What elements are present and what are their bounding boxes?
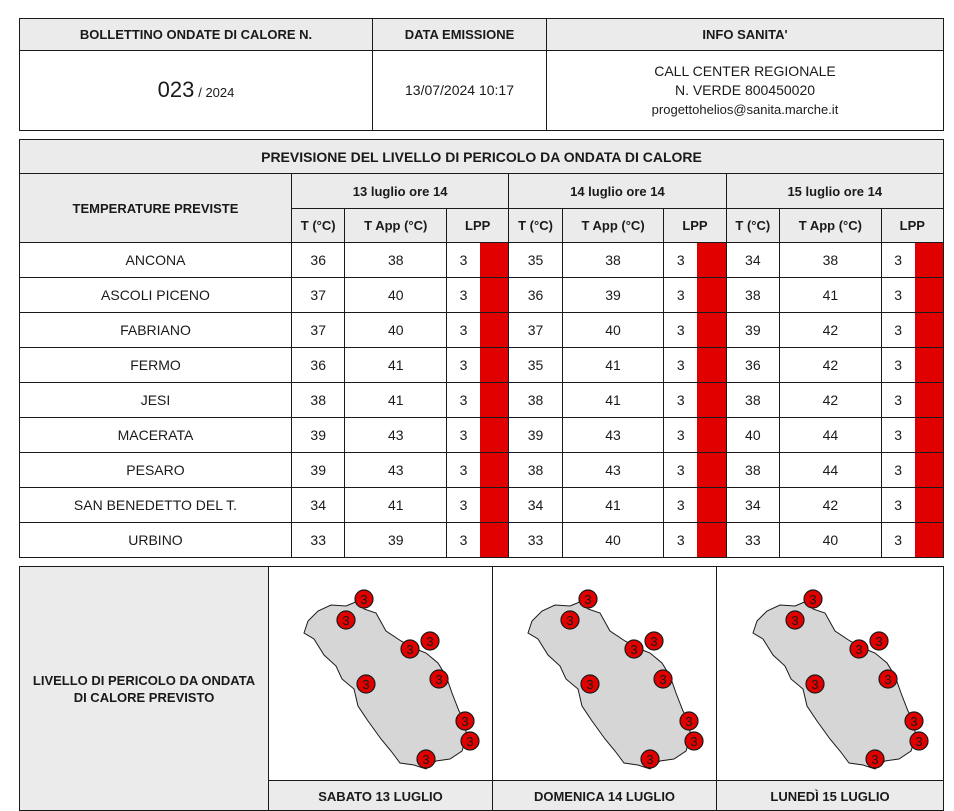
city-name: ANCONA bbox=[20, 243, 292, 278]
temperature-value: 34 bbox=[291, 488, 345, 523]
danger-marker-value: 3 bbox=[649, 633, 658, 649]
lpp-color-swatch bbox=[480, 348, 509, 383]
lpp-color-swatch bbox=[480, 453, 509, 488]
apparent-temperature-value: 42 bbox=[780, 383, 882, 418]
apparent-temperature-value: 40 bbox=[562, 313, 664, 348]
lpp-level-value: 3 bbox=[447, 418, 480, 453]
map-day-2 bbox=[493, 567, 717, 781]
temperature-value: 36 bbox=[726, 348, 780, 383]
table-row bbox=[20, 348, 944, 383]
danger-marker-icon bbox=[645, 632, 663, 650]
column-tapp-day-1: T App (°C) bbox=[345, 209, 447, 243]
forecast-body bbox=[20, 243, 944, 558]
lpp-color-swatch bbox=[915, 418, 944, 453]
danger-marker-value: 3 bbox=[565, 612, 574, 628]
column-lpp-day-1: LPP bbox=[447, 209, 509, 243]
danger-marker-icon bbox=[417, 750, 435, 768]
temperature-value: 33 bbox=[726, 523, 780, 558]
temperature-value: 38 bbox=[726, 453, 780, 488]
temperature-value: 39 bbox=[509, 418, 563, 453]
temperature-value: 34 bbox=[509, 488, 563, 523]
danger-marker-value: 3 bbox=[434, 671, 443, 687]
lpp-color-swatch bbox=[915, 453, 944, 488]
bulletin-header bbox=[19, 18, 944, 131]
danger-marker-value: 3 bbox=[359, 591, 368, 607]
danger-marker-icon bbox=[879, 670, 897, 688]
temperature-value: 39 bbox=[291, 453, 345, 488]
lpp-level-value: 3 bbox=[881, 243, 914, 278]
danger-marker-icon bbox=[866, 750, 884, 768]
danger-marker-value: 3 bbox=[875, 633, 883, 649]
forecast-table bbox=[19, 139, 944, 558]
danger-marker-icon bbox=[581, 675, 599, 693]
lpp-level-value: 3 bbox=[447, 278, 480, 313]
apparent-temperature-value: 41 bbox=[345, 488, 447, 523]
lpp-level-value: 3 bbox=[447, 453, 480, 488]
lpp-level-value: 3 bbox=[664, 418, 697, 453]
danger-level-maps bbox=[19, 566, 944, 811]
map-day-label-1: SABATO 13 LUGLIO bbox=[269, 780, 493, 810]
map-day-3 bbox=[717, 567, 944, 781]
day-header-1: 13 luglio ore 14 bbox=[291, 174, 508, 209]
danger-marker-icon bbox=[680, 712, 698, 730]
map-day-label-3: LUNEDÌ 15 LUGLIO bbox=[717, 780, 944, 810]
temperature-value: 37 bbox=[291, 278, 345, 313]
apparent-temperature-value: 40 bbox=[345, 313, 447, 348]
info-contacts bbox=[547, 51, 944, 131]
marche-region-map bbox=[725, 571, 935, 776]
temperature-value: 37 bbox=[291, 313, 345, 348]
temperature-value: 40 bbox=[726, 418, 780, 453]
info-label: INFO SANITA' bbox=[547, 19, 944, 51]
danger-marker-value: 3 bbox=[915, 733, 923, 749]
marche-region-map bbox=[500, 571, 710, 776]
table-row bbox=[20, 383, 944, 418]
danger-marker-icon bbox=[685, 732, 703, 750]
temperature-value: 39 bbox=[291, 418, 345, 453]
danger-marker-icon bbox=[357, 675, 375, 693]
lpp-color-swatch bbox=[697, 278, 726, 313]
lpp-color-swatch bbox=[697, 488, 726, 523]
danger-marker-icon bbox=[905, 712, 923, 730]
temperature-value: 38 bbox=[726, 383, 780, 418]
lpp-color-swatch bbox=[915, 313, 944, 348]
temperature-value: 33 bbox=[291, 523, 345, 558]
danger-marker-value: 3 bbox=[910, 713, 918, 729]
column-t-day-1: T (°C) bbox=[291, 209, 345, 243]
danger-marker-value: 3 bbox=[791, 612, 799, 628]
apparent-temperature-value: 40 bbox=[780, 523, 882, 558]
temperature-value: 38 bbox=[726, 278, 780, 313]
danger-marker-value: 3 bbox=[361, 676, 370, 692]
apparent-temperature-value: 43 bbox=[562, 453, 664, 488]
info-call-center: CALL CENTER REGIONALE bbox=[654, 63, 836, 79]
table-row bbox=[20, 488, 944, 523]
map-day-label-2: DOMENICA 14 LUGLIO bbox=[493, 780, 717, 810]
lpp-color-swatch bbox=[480, 383, 509, 418]
danger-marker-icon bbox=[430, 670, 448, 688]
apparent-temperature-value: 43 bbox=[562, 418, 664, 453]
day-header-2: 14 luglio ore 14 bbox=[509, 174, 726, 209]
emission-date-label: DATA EMISSIONE bbox=[373, 19, 547, 51]
apparent-temperature-value: 40 bbox=[345, 278, 447, 313]
lpp-color-swatch bbox=[480, 278, 509, 313]
lpp-color-swatch bbox=[915, 243, 944, 278]
apparent-temperature-value: 43 bbox=[345, 418, 447, 453]
table-row bbox=[20, 453, 944, 488]
temperature-value: 35 bbox=[509, 348, 563, 383]
apparent-temperature-value: 40 bbox=[562, 523, 664, 558]
city-name: PESARO bbox=[20, 453, 292, 488]
apparent-temperature-value: 44 bbox=[780, 418, 882, 453]
danger-marker-icon bbox=[561, 611, 579, 629]
lpp-color-swatch bbox=[697, 313, 726, 348]
danger-marker-value: 3 bbox=[658, 671, 667, 687]
danger-marker-value: 3 bbox=[871, 751, 879, 767]
danger-marker-icon bbox=[337, 611, 355, 629]
table-row bbox=[20, 523, 944, 558]
apparent-temperature-value: 39 bbox=[562, 278, 664, 313]
lpp-level-value: 3 bbox=[664, 383, 697, 418]
lpp-level-value: 3 bbox=[447, 243, 480, 278]
map-day-1 bbox=[269, 567, 493, 781]
apparent-temperature-value: 42 bbox=[780, 488, 882, 523]
apparent-temperature-value: 41 bbox=[345, 348, 447, 383]
lpp-level-value: 3 bbox=[881, 523, 914, 558]
danger-marker-icon bbox=[910, 732, 928, 750]
danger-marker-icon bbox=[421, 632, 439, 650]
table-row bbox=[20, 243, 944, 278]
city-name: ASCOLI PICENO bbox=[20, 278, 292, 313]
apparent-temperature-value: 41 bbox=[562, 348, 664, 383]
city-name: JESI bbox=[20, 383, 292, 418]
lpp-color-swatch bbox=[915, 523, 944, 558]
danger-marker-value: 3 bbox=[583, 591, 592, 607]
danger-marker-value: 3 bbox=[684, 713, 693, 729]
apparent-temperature-value: 41 bbox=[780, 278, 882, 313]
lpp-color-swatch bbox=[697, 453, 726, 488]
lpp-level-value: 3 bbox=[664, 243, 697, 278]
column-t-day-2: T (°C) bbox=[509, 209, 563, 243]
lpp-level-value: 3 bbox=[881, 313, 914, 348]
column-lpp-day-2: LPP bbox=[664, 209, 726, 243]
info-email[interactable]: progettohelios@sanita.marche.it bbox=[651, 102, 839, 117]
lpp-level-value: 3 bbox=[664, 523, 697, 558]
apparent-temperature-value: 43 bbox=[345, 453, 447, 488]
lpp-level-value: 3 bbox=[447, 348, 480, 383]
danger-marker-value: 3 bbox=[811, 676, 819, 692]
apparent-temperature-value: 38 bbox=[780, 243, 882, 278]
danger-marker-value: 3 bbox=[884, 671, 892, 687]
lpp-color-swatch bbox=[915, 383, 944, 418]
lpp-level-value: 3 bbox=[447, 313, 480, 348]
temperature-value: 34 bbox=[726, 488, 780, 523]
lpp-color-swatch bbox=[915, 488, 944, 523]
danger-marker-value: 3 bbox=[425, 633, 434, 649]
apparent-temperature-value: 41 bbox=[562, 488, 664, 523]
lpp-level-value: 3 bbox=[664, 278, 697, 313]
temperature-value: 33 bbox=[509, 523, 563, 558]
temperature-value: 38 bbox=[509, 383, 563, 418]
temperature-value: 35 bbox=[509, 243, 563, 278]
temperature-value: 36 bbox=[291, 243, 345, 278]
danger-marker-value: 3 bbox=[585, 676, 594, 692]
marche-region-map bbox=[276, 571, 486, 776]
lpp-level-value: 3 bbox=[664, 453, 697, 488]
lpp-color-swatch bbox=[480, 313, 509, 348]
danger-marker-icon bbox=[804, 590, 822, 608]
lpp-level-value: 3 bbox=[664, 488, 697, 523]
bulletin-number-value: 023 bbox=[157, 76, 195, 102]
temperature-value: 38 bbox=[291, 383, 345, 418]
danger-marker-value: 3 bbox=[341, 612, 350, 628]
column-tapp-day-3: T App (°C) bbox=[780, 209, 882, 243]
info-phone: N. VERDE 800450020 bbox=[674, 82, 816, 98]
apparent-temperature-value: 41 bbox=[562, 383, 664, 418]
danger-marker-value: 3 bbox=[809, 591, 817, 607]
danger-marker-value: 3 bbox=[855, 641, 863, 657]
lpp-color-swatch bbox=[480, 488, 509, 523]
lpp-level-value: 3 bbox=[881, 278, 914, 313]
city-name: MACERATA bbox=[20, 418, 292, 453]
maps-label-text: LIVELLO DI PERICOLO DA ONDATA DI CALORE PREVISTO bbox=[32, 672, 256, 705]
lpp-color-swatch bbox=[480, 523, 509, 558]
apparent-temperature-value: 42 bbox=[780, 313, 882, 348]
day-header-3: 15 luglio ore 14 bbox=[726, 174, 943, 209]
lpp-level-value: 3 bbox=[881, 383, 914, 418]
column-t-day-3: T (°C) bbox=[726, 209, 780, 243]
danger-marker-icon bbox=[401, 640, 419, 658]
temperature-value: 36 bbox=[291, 348, 345, 383]
table-row bbox=[20, 278, 944, 313]
danger-marker-icon bbox=[456, 712, 474, 730]
danger-marker-icon bbox=[806, 675, 824, 693]
danger-marker-icon bbox=[579, 590, 597, 608]
lpp-color-swatch bbox=[697, 348, 726, 383]
danger-marker-value: 3 bbox=[465, 733, 474, 749]
lpp-level-value: 3 bbox=[664, 348, 697, 383]
city-name: SAN BENEDETTO DEL T. bbox=[20, 488, 292, 523]
bulletin-year: / 2024 bbox=[198, 84, 235, 100]
apparent-temperature-value: 38 bbox=[562, 243, 664, 278]
temperature-value: 38 bbox=[509, 453, 563, 488]
danger-marker-value: 3 bbox=[460, 713, 469, 729]
lpp-level-value: 3 bbox=[881, 453, 914, 488]
lpp-level-value: 3 bbox=[447, 488, 480, 523]
danger-marker-icon bbox=[654, 670, 672, 688]
city-name: URBINO bbox=[20, 523, 292, 558]
city-name: FABRIANO bbox=[20, 313, 292, 348]
danger-marker-value: 3 bbox=[421, 751, 430, 767]
column-lpp-day-3: LPP bbox=[881, 209, 943, 243]
lpp-level-value: 3 bbox=[447, 523, 480, 558]
lpp-color-swatch bbox=[697, 418, 726, 453]
lpp-color-swatch bbox=[480, 243, 509, 278]
lpp-level-value: 3 bbox=[447, 383, 480, 418]
danger-marker-icon bbox=[625, 640, 643, 658]
lpp-level-value: 3 bbox=[664, 313, 697, 348]
lpp-color-swatch bbox=[480, 418, 509, 453]
emission-date-value: 13/07/2024 10:17 bbox=[373, 51, 547, 131]
table-row bbox=[20, 418, 944, 453]
maps-label bbox=[20, 567, 269, 811]
lpp-color-swatch bbox=[697, 243, 726, 278]
temperature-value: 39 bbox=[726, 313, 780, 348]
temperature-value: 34 bbox=[726, 243, 780, 278]
bulletin-number-label: BOLLETTINO ONDATE DI CALORE N. bbox=[20, 19, 373, 51]
lpp-level-value: 3 bbox=[881, 418, 914, 453]
lpp-level-value: 3 bbox=[881, 348, 914, 383]
danger-marker-icon bbox=[641, 750, 659, 768]
apparent-temperature-value: 42 bbox=[780, 348, 882, 383]
temperature-value: 36 bbox=[509, 278, 563, 313]
danger-marker-icon bbox=[786, 611, 804, 629]
lpp-color-swatch bbox=[915, 278, 944, 313]
danger-marker-value: 3 bbox=[405, 641, 414, 657]
temperature-header: TEMPERATURE PREVISTE bbox=[20, 174, 292, 243]
danger-marker-icon bbox=[870, 632, 888, 650]
apparent-temperature-value: 44 bbox=[780, 453, 882, 488]
lpp-color-swatch bbox=[915, 348, 944, 383]
danger-marker-icon bbox=[355, 590, 373, 608]
danger-marker-icon bbox=[850, 640, 868, 658]
lpp-level-value: 3 bbox=[881, 488, 914, 523]
city-name: FERMO bbox=[20, 348, 292, 383]
column-tapp-day-2: T App (°C) bbox=[562, 209, 664, 243]
apparent-temperature-value: 38 bbox=[345, 243, 447, 278]
temperature-value: 37 bbox=[509, 313, 563, 348]
danger-marker-value: 3 bbox=[689, 733, 698, 749]
danger-marker-icon bbox=[461, 732, 479, 750]
forecast-title: PREVISIONE DEL LIVELLO DI PERICOLO DA ONDATA DI CALORE bbox=[20, 140, 944, 174]
danger-marker-value: 3 bbox=[629, 641, 638, 657]
bulletin-number bbox=[20, 51, 373, 131]
lpp-color-swatch bbox=[697, 383, 726, 418]
danger-marker-value: 3 bbox=[645, 751, 654, 767]
lpp-color-swatch bbox=[697, 523, 726, 558]
apparent-temperature-value: 39 bbox=[345, 523, 447, 558]
apparent-temperature-value: 41 bbox=[345, 383, 447, 418]
table-row bbox=[20, 313, 944, 348]
